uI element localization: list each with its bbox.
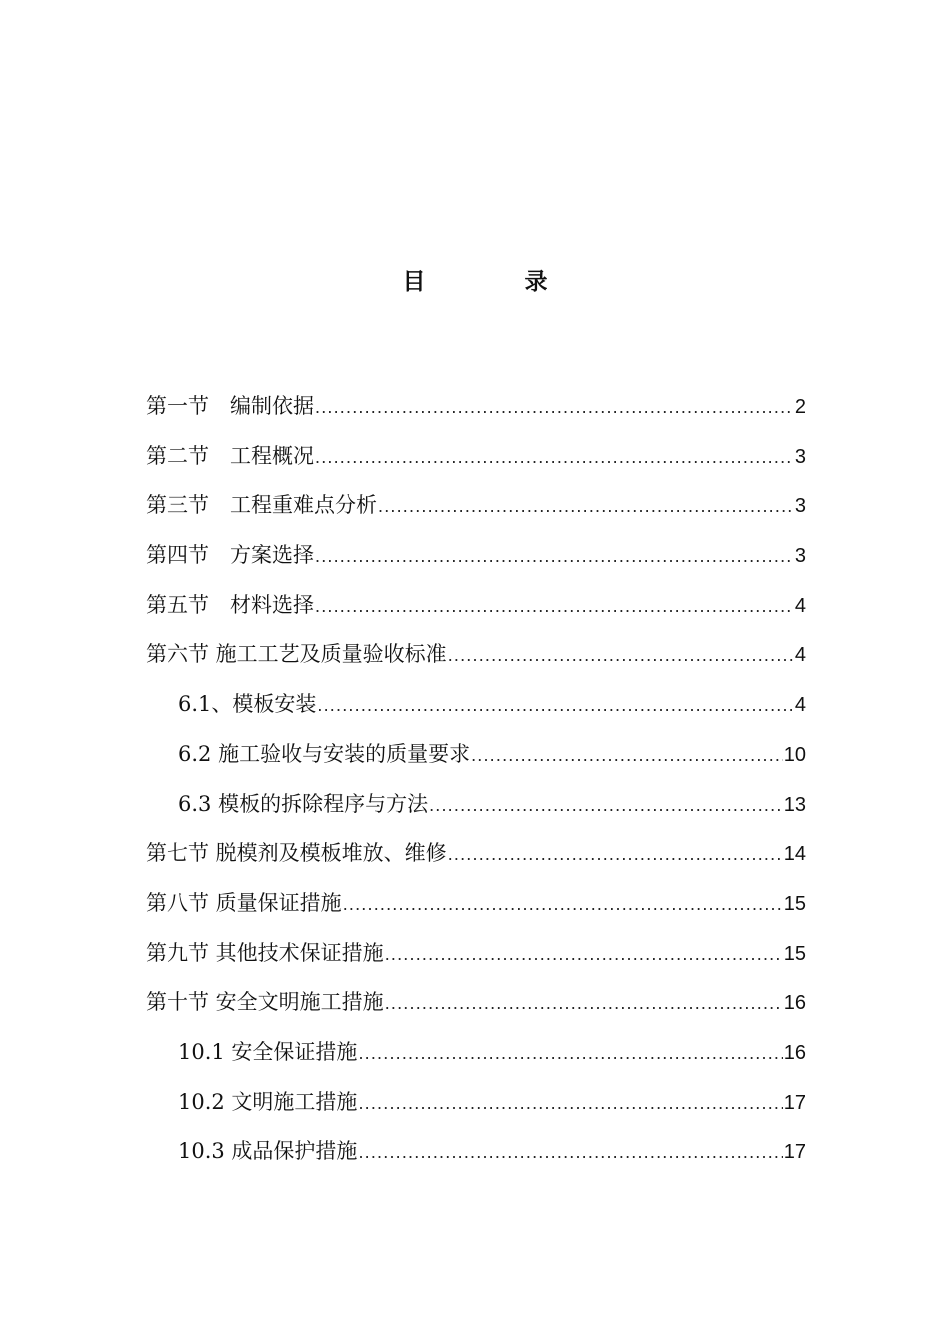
- toc-leader-dots: [471, 731, 783, 781]
- toc-entry-page: 14: [783, 843, 806, 866]
- toc-entry-page: 4: [794, 644, 806, 667]
- toc-entry-page: 13: [783, 793, 806, 816]
- toc-entry-8[interactable]: [146, 879, 806, 929]
- toc-leader-dots: [317, 681, 793, 731]
- toc-entry-label: 第六节 施工工艺及质量验收标准: [146, 642, 447, 667]
- table-of-contents: [146, 382, 806, 1177]
- toc-entry-label: 第一节 编制依据: [146, 394, 314, 418]
- toc-entry-10-1[interactable]: [146, 1028, 806, 1078]
- toc-leader-dots: [343, 880, 783, 930]
- toc-title: 目 录: [402, 268, 586, 295]
- toc-entry-label: 第七节 脱模剂及模板堆放、维修: [146, 841, 447, 866]
- toc-leader-dots: [358, 1079, 782, 1129]
- toc-entry-9[interactable]: [146, 929, 806, 979]
- toc-entry-5[interactable]: [146, 581, 806, 631]
- toc-entry-page: 10: [783, 743, 806, 766]
- toc-leader-dots: [315, 383, 794, 433]
- toc-entry-page: 4: [794, 594, 806, 617]
- toc-leader-dots: [378, 482, 794, 532]
- toc-leader-dots: [315, 582, 794, 632]
- toc-leader-dots: [358, 1029, 782, 1079]
- toc-entry-page: 17: [783, 1091, 806, 1114]
- toc-entry-label: 10.2 文明施工措施: [178, 1089, 358, 1114]
- toc-entry-page: 16: [783, 1041, 806, 1064]
- toc-entry-6-1[interactable]: [146, 680, 806, 730]
- toc-entry-3[interactable]: [146, 481, 806, 531]
- toc-entry-label: 第三节 工程重难点分析: [146, 493, 377, 518]
- toc-entry-page: 3: [794, 545, 806, 568]
- toc-entry-6[interactable]: [146, 630, 806, 680]
- toc-entry-page: 3: [794, 445, 806, 468]
- toc-entry-10-3[interactable]: [146, 1127, 806, 1177]
- toc-leader-dots: [358, 1128, 782, 1178]
- toc-entry-label: 第八节 质量保证措施: [146, 890, 342, 915]
- toc-leader-dots: [315, 433, 794, 483]
- toc-entry-page: 4: [794, 694, 806, 717]
- toc-entry-6-2[interactable]: [146, 730, 806, 780]
- toc-leader-dots: [448, 631, 794, 681]
- toc-entry-page: 2: [794, 396, 806, 418]
- toc-entry-page: 3: [794, 495, 806, 518]
- toc-entry-page: 15: [783, 892, 806, 915]
- toc-leader-dots: [448, 830, 783, 880]
- toc-entry-10[interactable]: [146, 978, 806, 1028]
- toc-entry-7[interactable]: [146, 829, 806, 879]
- toc-entry-page: 15: [783, 942, 806, 965]
- toc-entry-2[interactable]: [146, 432, 806, 482]
- toc-leader-dots: [429, 781, 783, 831]
- toc-entry-10-2[interactable]: [146, 1078, 806, 1128]
- toc-entry-label: 第九节 其他技术保证措施: [146, 940, 384, 965]
- toc-entry-label: 6.2 施工验收与安装的质量要求: [178, 741, 471, 766]
- toc-entry-label: 第十节 安全文明施工措施: [146, 990, 384, 1015]
- toc-leader-dots: [315, 532, 794, 582]
- toc-entry-label: 10.3 成品保护措施: [178, 1139, 358, 1164]
- toc-entry-label: 10.1 安全保证措施: [178, 1039, 358, 1064]
- toc-entry-1[interactable]: [146, 382, 806, 432]
- toc-entry-page: 17: [783, 1141, 806, 1164]
- toc-entry-label: 6.3 模板的拆除程序与方法: [178, 791, 429, 816]
- toc-entry-page: 16: [783, 992, 806, 1015]
- toc-entry-label: 6.1、模板安装: [178, 692, 317, 717]
- toc-entry-label: 第五节 材料选择: [146, 592, 314, 617]
- toc-entry-4[interactable]: [146, 531, 806, 581]
- toc-entry-label: 第二节 工程概况: [146, 443, 314, 468]
- toc-entry-6-3[interactable]: [146, 780, 806, 830]
- toc-leader-dots: [385, 979, 783, 1029]
- toc-entry-label: 第四节 方案选择: [146, 543, 314, 568]
- toc-leader-dots: [385, 930, 783, 980]
